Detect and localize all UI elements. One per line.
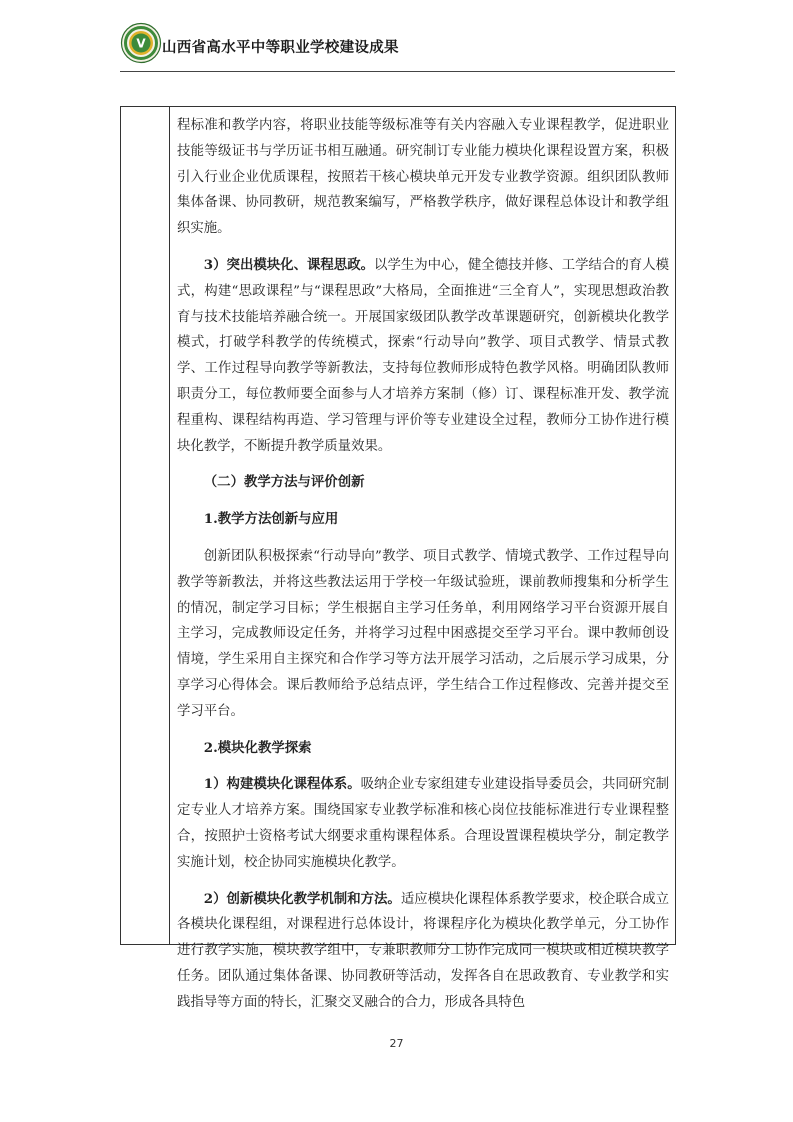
column-divider [169, 107, 170, 944]
paragraph-text: 以学生为中心，健全德技并修、工学结合的育人模式，构建“思政课程”与“课程思政”大格局，全面推进“三全育人”，实现思想政治教育与技术技能培养融合统一。开展国家级团队教学改革课题研究，创新模块化教学模式，打破学科教学的传统模式，探索“行动导向”教学、项目式教学、情景式教学、工作过程导向教学等新教法，支持每位教师形成特色教学风格。明确团队教师职责分工，每位教师要全面参与人才培养方案制（修）订、课程标准开发、教学流程重构、课程结构再造、学习管理与评价等专业建设全过程，教师分工协作进行模块化教学，不断提升教学质量效果。 [177, 257, 669, 454]
paragraph-teaching-methods: 创新团队积极探索“行动导向”教学、项目式教学、情境式教学、工作过程导向教学等新教法，并将这些教法运用于学校一年级试验班，课前教师搜集和分析学生的情况，制定学习目标；学生根据自主学习任务单，利用网络学习平台资源开展自主学习，完成教师设定任务，并将学习过程中困惑提交至学习平台。课中教师创设情境，学生采用自主探究和合作学习等方法开展学习活动，之后展示学习成果，分享学习心得体会。课后教师给予总结点评，学生结合工作过程修改、完善并提交至学习平台。 [177, 548, 669, 719]
paragraph-curriculum-standards: 程标准和教学内容，将职业技能等级标准等有关内容融入专业课程教学，促进职业技能等级证书与学历证书相互融通。研究制订专业能力模块化课程设置方案，积极引入行业企业优质课程，按照若干核心模块单元开发专业教学资源。组织团队教师集体备课、协同教研，规范教案编写，严格教学秩序，做好课程总体设计和教学组织实施。 [177, 118, 669, 237]
paragraph-modular-ideology [177, 253, 669, 459]
page-number: 27 [389, 1037, 404, 1050]
paragraph-text: 吸纳企业专家组建专业建设指导委员会，共同研究制定专业人才培养方案。围绕国家专业教学标准和核心岗位技能标准进行专业课程整合，按照护士资格考试大纲要求重构课程体系。合理设置课程模块学分，制定教学实施计划，校企协同实施模块化教学。 [177, 777, 669, 870]
table-content-cell [177, 113, 669, 1016]
subsection-heading-1: 1.教学方法创新与应用 [203, 511, 339, 528]
paragraph-lead: 2）创新模块化教学机制和方法。 [203, 890, 401, 907]
logo-letter: V [136, 36, 146, 51]
page-header [120, 20, 675, 72]
subsection-heading-2: 2.模块化教学探索 [203, 739, 312, 756]
header-rule [120, 71, 675, 72]
header-title: 山西省高水平中等职业学校建设成果 [162, 40, 399, 56]
section-heading: （二）教学方法与评价创新 [203, 474, 365, 491]
paragraph-teaching-mechanism [177, 887, 669, 1016]
paragraph-lead: 3）突出模块化、课程思政。 [203, 256, 375, 273]
paragraph-lead: 1）构建模块化课程体系。 [203, 776, 361, 793]
paragraph-text: 适应模块化课程体系教学要求，校企联合成立各模块化课程组，对课程进行总体设计，将课程序化为模块化教学单元，分工协作进行教学实施，模块教学组中，专兼职教师分工协作完成同一模块或相近模块教学任务。团队通过集体备课、协同教研等活动，发挥各自在思政教育、专业教学和实践指导等方面的特长，汇聚交叉融合的合力，形成各具特色 [177, 891, 669, 1010]
paragraph-course-system [177, 772, 669, 875]
school-emblem-icon [120, 22, 162, 64]
